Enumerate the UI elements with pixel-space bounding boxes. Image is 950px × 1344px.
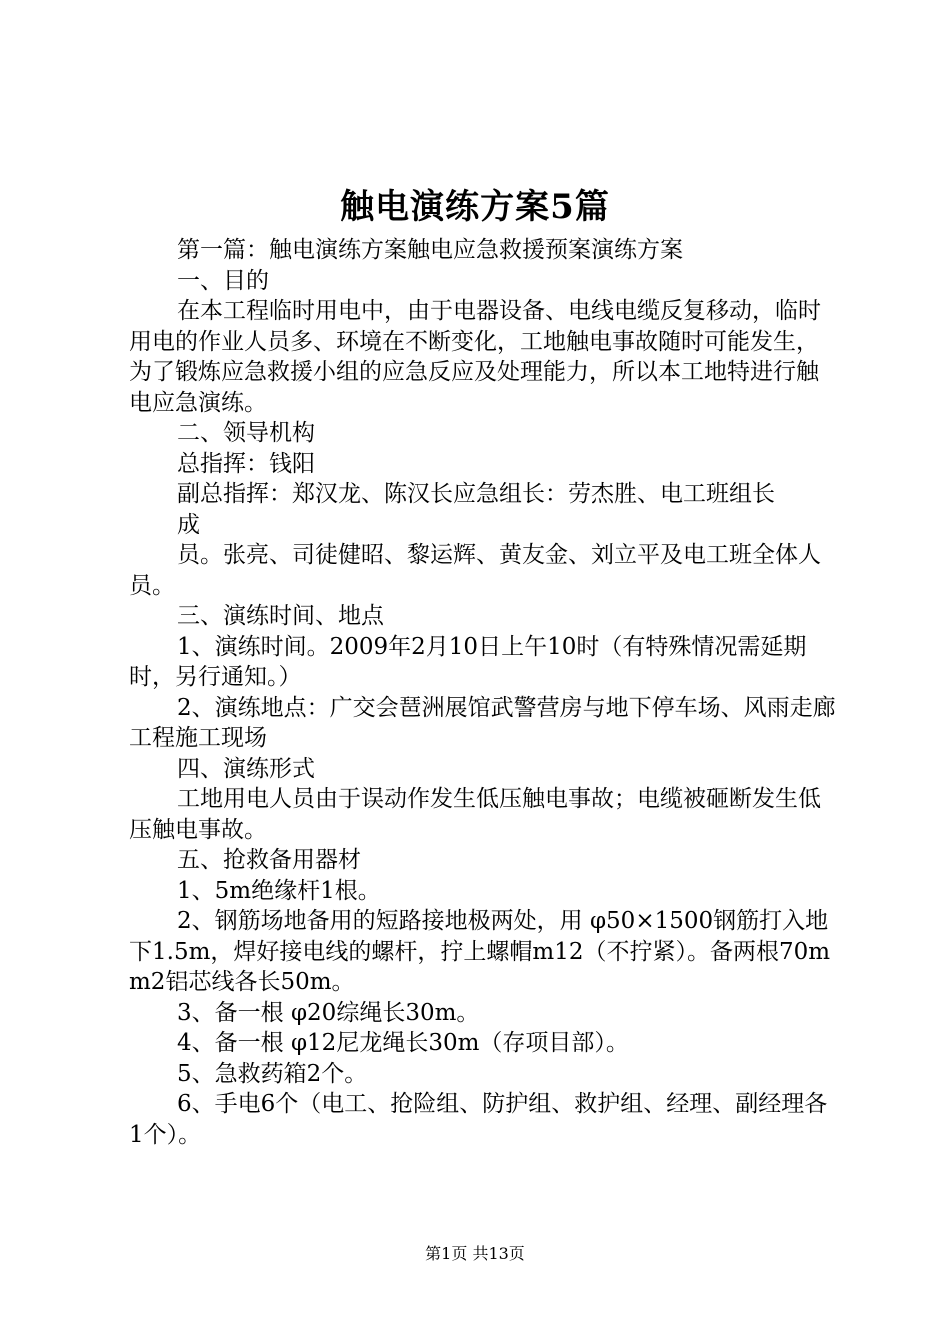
section-heading-purpose: 一、目的 bbox=[177, 267, 269, 294]
paragraph-purpose: 在本工程临时用电中，由于电器设备、电线电缆反复移动，临时用电的作业人员多、环境在不断变化，工地触电事故随时可能发生，为了锻炼应急救援小组的应急反应及处理能力，所以本工地特进行触电应急演练。 bbox=[129, 298, 821, 416]
paragraph-drill-time: 1、演练时间。2009年2月10日上午10时（有特殊情况需延期时，另行通知。） bbox=[129, 633, 807, 690]
paragraph-equipment-3: 3、备一根 φ20综绳长30m。 bbox=[177, 999, 480, 1026]
section-heading-time-place: 三、演练时间、地点 bbox=[177, 603, 384, 629]
paragraph-equipment-6: 6、手电6个（电工、抢险组、防护组、救护组、经理、副经理各1个）。 bbox=[129, 1091, 828, 1148]
section-heading-equipment: 五、抢救备用器材 bbox=[177, 847, 361, 873]
paragraph-drill-form: 工地用电人员由于误动作发生低压触电事故；电缆被砸断发生低压触电事故。 bbox=[129, 786, 821, 843]
paragraph-commander: 总指挥：钱阳 bbox=[177, 450, 315, 477]
paragraph-drill-location: 2、演练地点：广交会琶洲展馆武警营房与地下停车场、风雨走廊工程施工现场 bbox=[129, 694, 836, 751]
section-heading-leadership: 二、领导机构 bbox=[177, 420, 315, 446]
paragraph-equipment-5: 5、急救药箱2个。 bbox=[177, 1060, 368, 1087]
document-body bbox=[129, 235, 839, 1150]
paragraph-equipment-1: 1、5m绝缘杆1根。 bbox=[177, 877, 381, 904]
paragraph-equipment-2: 2、钢筋场地备用的短路接地极两处，用 φ50×1500钢筋打入地下1.5m，焊好接电线的螺杆，拧上螺帽m12（不拧紧）。备两根70mm2铝芯线各长50m。 bbox=[129, 908, 831, 995]
paragraph-part-heading: 第一篇：触电演练方案触电应急救援预案演练方案 bbox=[177, 237, 683, 263]
page-footer: 第1页 共13页 bbox=[425, 1244, 525, 1263]
paragraph-deputy-commander: 副总指挥：郑汉龙、陈汉长应急组长：劳杰胜、电工班组长 bbox=[177, 481, 775, 507]
paragraph-equipment-4: 4、备一根 φ12尼龙绳长30m（存项目部）。 bbox=[177, 1030, 629, 1056]
paragraph-members: 员。张亮、司徒健昭、黎运辉、黄友金、刘立平及电工班全体人员。 bbox=[129, 542, 821, 599]
section-heading-drill-form: 四、演练形式 bbox=[177, 755, 315, 782]
document-title: 触电演练方案5篇 bbox=[340, 187, 610, 227]
paragraph-member-label: 成 bbox=[177, 511, 200, 538]
